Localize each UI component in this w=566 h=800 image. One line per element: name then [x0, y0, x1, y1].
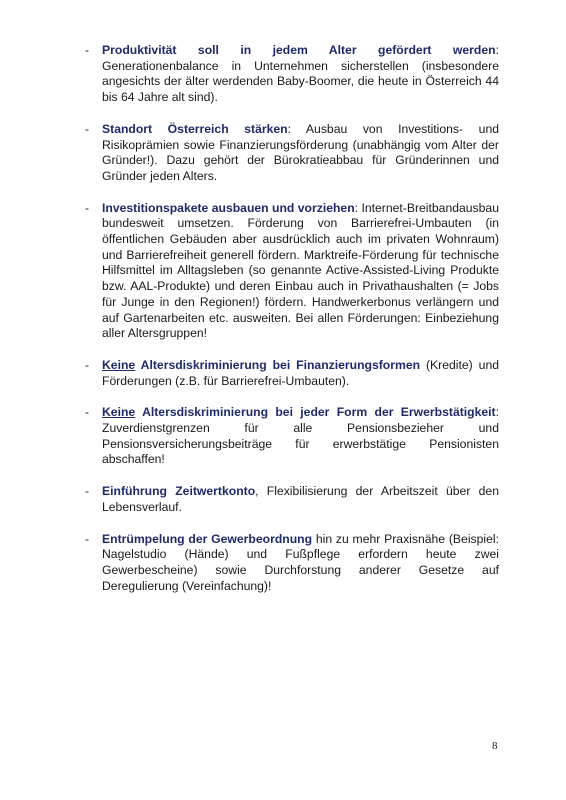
item-body: Ausbau von Investitions- und Risikoprämien sowie Finanzierungsförderung (unabhängig vom Alter der Gründer!). Dazu gehört der Bürokratieabbau für Gründerinnen und Gründer jeden Alters.	[102, 121, 500, 183]
item-body: (Kredite) und Förderungen (z.B. für Barrierefrei-Umbauten).	[102, 357, 500, 388]
item-heading: Einführung Zeitwertkonto	[102, 484, 256, 499]
item-separator: :	[287, 121, 291, 136]
bullet-dash: -	[85, 43, 90, 57]
bullet-list	[85, 43, 499, 594]
list-item	[85, 405, 499, 468]
bullet-dash: -	[85, 531, 90, 546]
item-heading: Altersdiskriminierung bei Finanzierungsformen	[135, 357, 421, 372]
item-body: Internet-Breitbandausbau bundesweit umsetzen. Förderung von Barrierefrei-Umbauten (in öffentlichen Gebäuden aber ausdrücklich auch im privaten Wohnraum) und Barrierefreiheit generell fördern. Marktreife-Förderung für technische Hilfsmittel im Alltagsleben (so genannte Active-Assisted-Living Produkte bzw. AAL-Produkte) und deren Einbau auch in Privathaushalten (= Jobs für Junge in den Regionen!) fördern. Handwerkerbonus verlängern und auf Gartenarbeiten etc. ausweiten. Bei allen Förderungen: Einbeziehung aller Altersgruppen!	[102, 200, 499, 341]
list-item	[85, 201, 499, 342]
list-item	[85, 122, 499, 185]
item-separator: :	[495, 43, 499, 57]
item-body: hin zu mehr Praxisnähe (Beispiel: Nagelstudio (Hände) und Fußpflege erfordern heute zwei Gewerbescheine) sowie Durchforstung anderer Gesetze auf Deregulierung (Vereinfachung)!	[102, 531, 499, 593]
item-body: , Flexibilisierung der Arbeitszeit über den Lebensverlauf.	[102, 484, 499, 514]
spacer	[85, 516, 499, 532]
item-heading-underlined: Keine	[102, 405, 136, 420]
spacer	[85, 185, 499, 201]
item-heading: Investitionspakete ausbauen und vorziehen	[102, 200, 355, 215]
list-item	[85, 484, 499, 515]
item-separator: :	[354, 200, 359, 215]
bullet-dash: -	[85, 405, 90, 420]
item-separator: :	[495, 405, 499, 420]
item-heading: Produktivität soll in jedem Alter gefördert werden	[102, 43, 496, 57]
spacer	[85, 468, 499, 484]
bullet-dash: -	[85, 121, 90, 136]
spacer	[85, 389, 499, 405]
list-item	[85, 532, 499, 595]
item-heading-underlined: Keine	[102, 357, 136, 372]
spacer	[85, 106, 499, 122]
list-item	[85, 43, 499, 106]
spacer	[85, 342, 499, 358]
bullet-dash: -	[85, 200, 90, 215]
item-body: Generationenbalance in Unternehmen sicherstellen (insbesondere angesichts der älter werdenden Baby-Boomer, die heute in Österreich 44 bis 64 Jahre alt sind).	[102, 58, 499, 105]
item-heading: Standort Österreich stärken	[102, 121, 288, 136]
bullet-dash: -	[85, 484, 90, 499]
item-heading: Altersdiskriminierung bei jeder Form der Erwerbstätigkeit	[135, 405, 496, 420]
page-number: 8	[492, 740, 498, 752]
item-body: Zuverdienstgrenzen für alle Pensionsbezieher und Pensionsversicherungsbeiträge für erwerbstätige Pensionisten abschaffen!	[102, 421, 499, 467]
list-item	[85, 358, 499, 389]
bullet-dash: -	[85, 357, 90, 372]
item-heading: Entrümpelung der Gewerbeordnung	[102, 531, 313, 546]
